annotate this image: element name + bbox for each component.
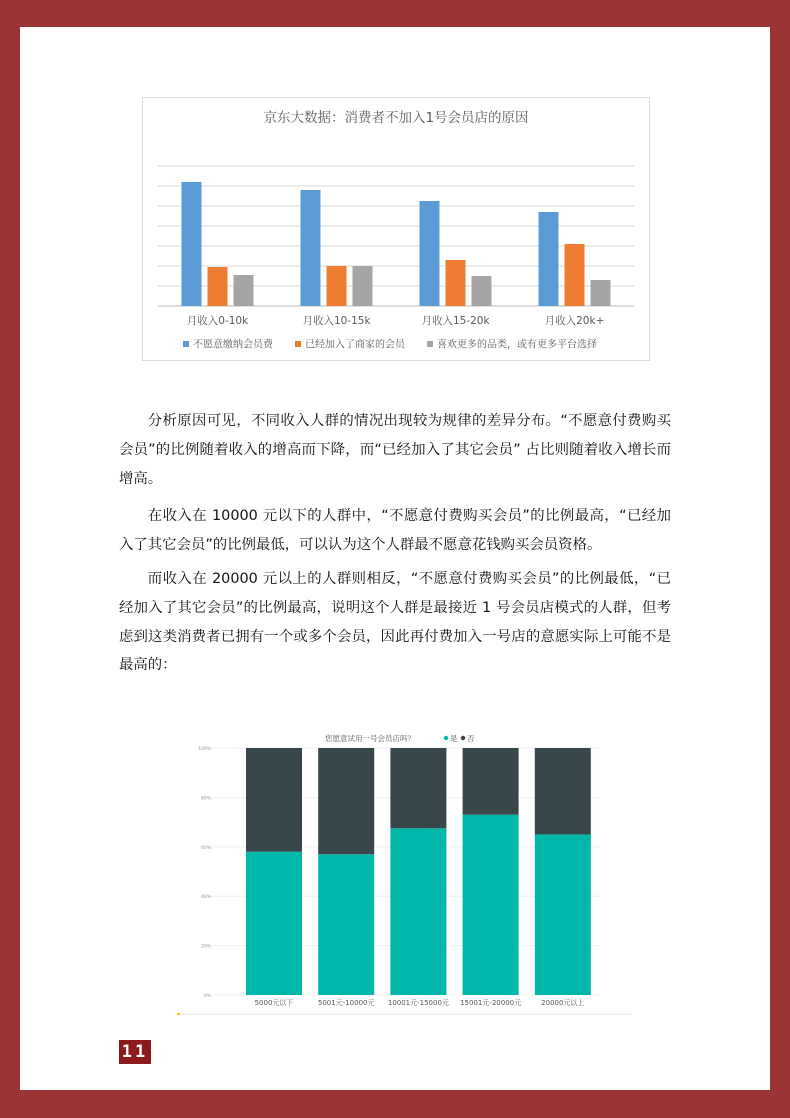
chart-reasons (142, 97, 650, 361)
chart-willingness-marker (177, 1013, 180, 1015)
chart-reasons-bar (472, 276, 492, 306)
chart-willingness-y-tick: 100% (198, 747, 211, 752)
chart-willingness-y-tick: 60% (200, 845, 211, 851)
document-page (20, 27, 770, 1090)
chart-willingness-y-tick: 80% (200, 796, 211, 802)
chart-reasons-bar (301, 190, 321, 306)
chart-reasons-bar (565, 244, 585, 306)
chart-reasons-bar (591, 280, 611, 306)
chart-reasons-legend-label: 已经加入了商家的会员 (305, 339, 405, 351)
chart-willingness-y-tick: 20% (200, 944, 211, 950)
chart-willingness-category-label: 15001元-20000元 (460, 999, 522, 1007)
chart-reasons-category-label: 月收入0-10k (186, 315, 249, 327)
chart-willingness-bar-segment (390, 748, 446, 828)
chart-willingness-category-label: 20000元以上 (541, 999, 585, 1007)
paragraph-2: 在收入在 10000 元以下的人群中，“不愿意付费购买会员”的比例最高，“已经加入了其它会员”的比例最低，可以认为这个人群最不愿意花钱购买会员资格。 (119, 508, 671, 553)
chart-willingness-title: 您愿意试用一号会员店吗？ (325, 734, 415, 743)
chart-willingness-y-tick: 40% (200, 895, 211, 901)
chart-reasons-bar (327, 266, 347, 306)
chart-willingness-category-label: 5000元以下 (254, 999, 294, 1007)
chart-willingness-bar-segment (246, 852, 302, 995)
chart-reasons-category-label: 月收入15-20k (421, 315, 490, 327)
chart-willingness-bar-segment (318, 854, 374, 995)
chart-reasons-bar (446, 260, 466, 306)
chart-reasons-legend-label: 喜欢更多的品类，或有更多平台选择 (437, 339, 597, 351)
chart-willingness-bar-segment (390, 828, 446, 995)
chart-willingness-bar-segment (246, 748, 302, 852)
chart-reasons-legend-swatch (183, 341, 189, 347)
chart-reasons-legend-swatch (295, 341, 301, 347)
chart-willingness-category-label: 10001元-15000元 (387, 999, 449, 1007)
chart-willingness-legend-no-dot (461, 736, 465, 740)
chart-reasons-title: 京东大数据：消费者不加入1号会员店的原因 (263, 110, 529, 126)
chart-willingness-legend-yes: 是 (450, 734, 458, 743)
chart-willingness-svg (155, 725, 633, 1017)
chart-reasons-bar (234, 275, 254, 306)
paragraph-3: 而收入在 20000 元以上的人群则相反，“不愿意付费购买会员”的比例最低，“已经加入了其它会员”的比例最高，说明这个人群是最接近 1 号会员店模式的人群，但考虑到这类消费者已拥有一个或多个会员，因此再付费加入一号店的意愿实际上可能不是最高的： (119, 571, 671, 674)
chart-willingness-bar-segment (463, 748, 519, 815)
chart-reasons-bar (353, 266, 373, 306)
chart-reasons-bar (539, 212, 559, 306)
chart-reasons-bar (208, 267, 228, 306)
chart-reasons-svg (143, 98, 649, 360)
chart-willingness-y-tick: 0% (203, 994, 211, 999)
chart-willingness-bar-segment (535, 748, 591, 834)
chart-reasons-category-label: 月收入10-15k (302, 315, 371, 327)
chart-reasons-legend-label: 不愿意缴纳会员费 (193, 339, 273, 351)
chart-willingness-category-label: 5001元-10000元 (317, 999, 375, 1007)
chart-willingness (155, 725, 633, 1017)
chart-reasons-category-label: 月收入20k+ (544, 315, 605, 327)
page-number: 11 (119, 1040, 151, 1064)
chart-reasons-bar (182, 182, 202, 306)
chart-willingness-bar-segment (463, 815, 519, 995)
chart-willingness-bar-segment (535, 834, 591, 995)
chart-reasons-legend-swatch (427, 341, 433, 347)
chart-willingness-legend-yes-dot (444, 736, 448, 740)
chart-willingness-legend-no: 否 (467, 734, 475, 743)
chart-reasons-bar (420, 201, 440, 306)
paragraph-1: 分析原因可见，不同收入人群的情况出现较为规律的差异分布。“不愿意付费购买会员”的比例随着收入的增高而下降，而“已经加入了其它会员” 占比则随着收入增长而增高。 (119, 413, 671, 487)
chart-willingness-bar-segment (318, 748, 374, 854)
